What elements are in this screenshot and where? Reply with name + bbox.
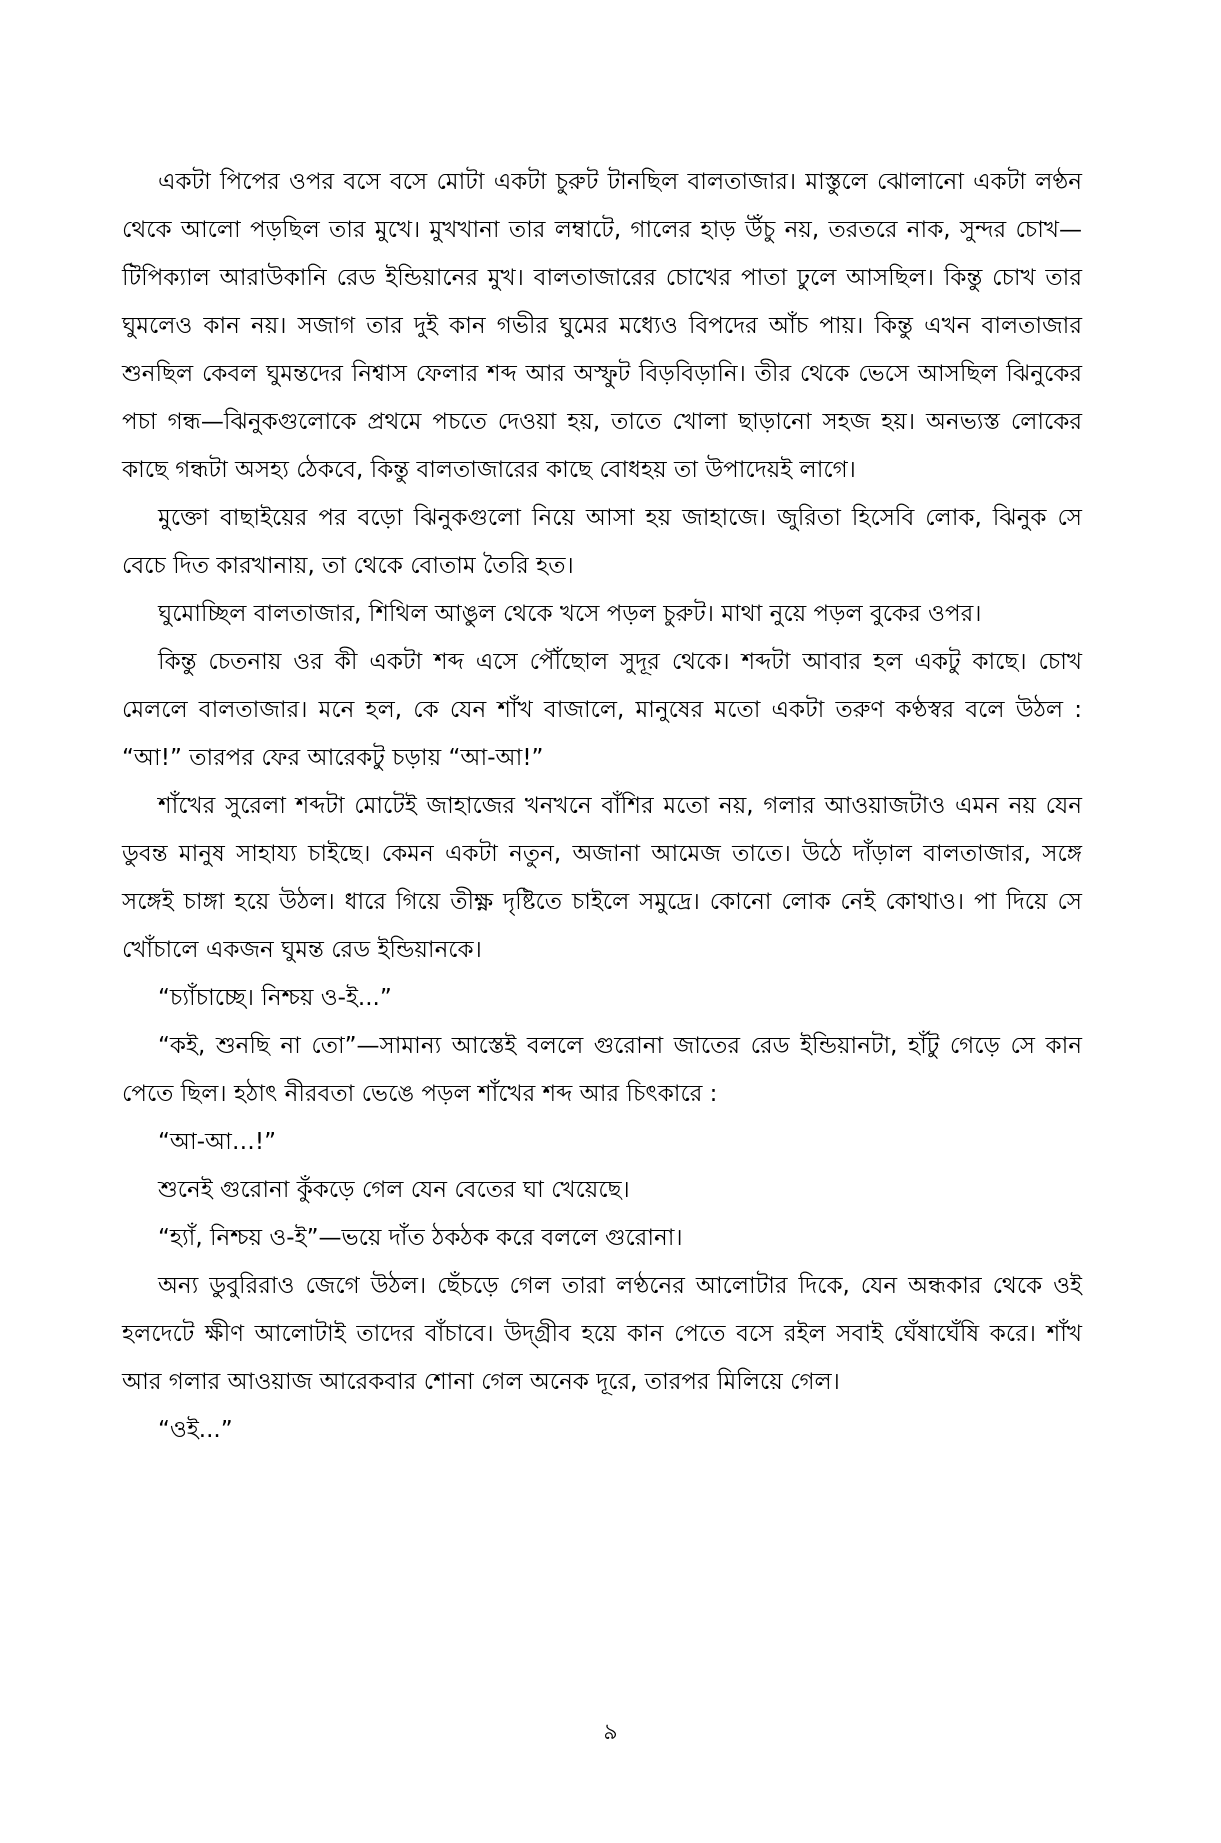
paragraph: ঘুমোচ্ছিল বালতাজার, শিথিল আঙুল থেকে খসে পড়ল চুরুট। মাথা নুয়ে পড়ল বুকের ওপর।: [158, 601, 982, 627]
paragraph: একটা পিপের ওপর বসে বসে মোটা একটা চুরুট টানছিল বালতাজার। মাস্তুলে ঝোলানো একটা লণ্ঠন থেকে আলো পড়ছিল তার মুখে। মুখখানা তার লম্বাটে, গালের হাড় উঁচু নয়, তরতরে নাক, সুন্দর চোখ—টিপিক্যাল আরাউকানি রেড ইন্ডিয়ানের মুখ। বালতাজারের চোখের পাতা ঢুলে আসছিল। কিন্তু চোখ তার ঘুমলেও কান নয়। সজাগ তার দুই কান গভীর ঘুমের মধ্যেও বিপদের আঁচ পায়। কিন্তু এখন বালতাজার শুনছিল কেবল ঘুমন্তদের নিশ্বাস ফেলার শব্দ আর অস্ফুট বিড়বিড়ানি। তীর থেকে ভেসে আসছিল ঝিনুকের পচা গন্ধ—ঝিনুকগুলোকে প্রথমে পচতে দেওয়া হয়, তাতে খোলা ছাড়ানো সহজ হয়। অনভ্যস্ত লোকের কাছে গন্ধটা অসহ্য ঠেকবে, কিন্তু বালতাজারের কাছে বোধহয় তা উপাদেয়ই লাগে।: [122, 169, 1082, 483]
paragraph: “হ্যাঁ, নিশ্চয় ও-ই”—ভয়ে দাঁত ঠকঠক করে বললে গুরোনা।: [158, 1225, 683, 1251]
page-body: [122, 158, 1082, 1454]
paragraph: মুক্তো বাছাইয়ের পর বড়ো ঝিনুকগুলো নিয়ে আসা হয় জাহাজে। জুরিতা হিসেবি লোক, ঝিনুক সে বেচে দিত কারখানায়, তা থেকে বোতাম তৈরি হত।: [122, 505, 1082, 579]
paragraph: কিন্তু চেতনায় ওর কী একটা শব্দ এসে পৌঁছোল সুদূর থেকে। শব্দটা আবার হল একটু কাছে। চোখ মেললে বালতাজার। মনে হল, কে যেন শাঁখ বাজালে, মানুষের মতো একটা তরুণ কণ্ঠস্বর বলে উঠল : “আ!” তারপর ফের আরেকটু চড়ায় “আ-আ!”: [122, 649, 1082, 771]
page-number: ৯: [603, 1720, 618, 1745]
paragraph: শাঁখের সুরেলা শব্দটা মোটেই জাহাজের খনখনে বাঁশির মতো নয়, গলার আওয়াজটাও এমন নয় যেন ডুবন্ত মানুষ সাহায্য চাইছে। কেমন একটা নতুন, অজানা আমেজ তাতে। উঠে দাঁড়াল বালতাজার, সঙ্গে সঙ্গেই চাঙ্গা হয়ে উঠল। ধারে গিয়ে তীক্ষ্ণ দৃষ্টিতে চাইলে সমুদ্রে। কোনো লোক নেই কোথাও। পা দিয়ে সে খোঁচালে একজন ঘুমন্ত রেড ইন্ডিয়ানকে।: [122, 793, 1082, 963]
paragraph: অন্য ডুবুরিরাও জেগে উঠল। ছেঁচড়ে গেল তারা লণ্ঠনের আলোটার দিকে, যেন অন্ধকার থেকে ওই হলদেটে ক্ষীণ আলোটাই তাদের বাঁচাবে। উদ্‌গ্রীব হয়ে কান পেতে বসে রইল সবাই ঘেঁষাঘেঁষি করে। শাঁখ আর গলার আওয়াজ আরেকবার শোনা গেল অনেক দূরে, তারপর মিলিয়ে গেল।: [122, 1273, 1082, 1395]
paragraph: “ওই...”: [158, 1417, 233, 1443]
paragraph: শুনেই গুরোনা কুঁকড়ে গেল যেন বেতের ঘা খেয়েছে।: [158, 1177, 630, 1203]
paragraph: “চ্যাঁচাচ্ছে। নিশ্চয় ও-ই...”: [158, 985, 392, 1011]
paragraph: “কই, শুনছি না তো”—সামান্য আস্তেই বললে গুরোনা জাতের রেড ইন্ডিয়ানটা, হাঁটু গেড়ে সে কান পেতে ছিল। হঠাৎ নীরবতা ভেঙে পড়ল শাঁখের শব্দ আর চিৎকারে :: [122, 1033, 1082, 1107]
paragraph: “আ-আ…!”: [158, 1129, 277, 1155]
